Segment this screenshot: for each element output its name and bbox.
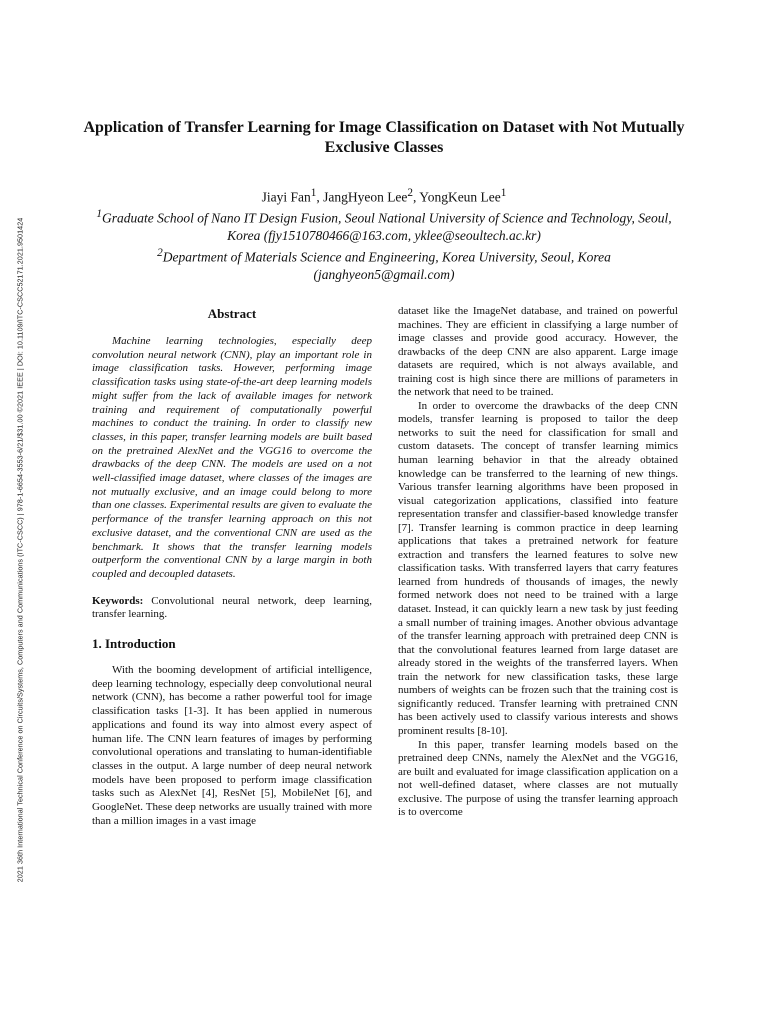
author-name: YongKeun Lee bbox=[419, 189, 501, 205]
keywords-text: Convolutional neural network, deep learning, transfer learning. bbox=[92, 594, 372, 621]
keywords-label: Keywords: bbox=[92, 594, 144, 607]
affiliation-text: Department of Materials Science and Engineering, Korea University, Seoul, Korea (janghyeon5@gmail.com) bbox=[162, 249, 611, 282]
author-sep: , bbox=[316, 189, 324, 205]
author-name: Jiayi Fan bbox=[261, 189, 311, 205]
section-heading-introduction: 1. Introduction bbox=[92, 636, 176, 652]
right-column bbox=[398, 305, 678, 820]
affiliation-sup: 1 bbox=[96, 208, 103, 220]
author-sep: , bbox=[413, 189, 420, 205]
intro-paragraph-1-continued: dataset like the ImageNet database, and trained on powerful machines. They are efficient in classifying a large number of image classes and provide good accuracy. However, the drawbacks of the deep CNN are also apparent. Large image datasets are required, which is not always available, and training cost is high since there are millions of parameters in the network that need to be trained. bbox=[398, 305, 678, 399]
doi-sidebar-text: 2021 36th International Technical Conference on Circuits/Systems, Computers and Communications (ITC-CSCC) | 978-1-6654-3553-6/21/$31.00 ©2021 IEEE | DOI: 10.1109/ITC-CSCC52171.2021.9501424 bbox=[15, 217, 25, 883]
author-sup: 1 bbox=[500, 187, 507, 199]
abstract-heading: Abstract bbox=[207, 306, 257, 321]
doi-sidebar bbox=[13, 150, 27, 950]
affiliation-text: Graduate School of Nano IT Design Fusion, Seoul National University of Science and Technology, Seoul, Korea (fjy1510780466@163.com, yklee@seoultech.ac.kr) bbox=[102, 210, 672, 243]
keywords bbox=[92, 595, 372, 622]
abstract-body: Machine learning technologies, especially deep convolution neural network (CNN), play an important role in image classification tasks. However, performing image classification tasks using state-of-the-art deep learning models might suffer from the lack of available images for network training and requirement of computationally powerful machines to conduct the training. In order to classify new classes, in this paper, transfer learning models are built based on the pretrained AlexNet and the VGG16 to overcome the drawbacks of the deep CNN. The models are used on a not well-classified image dataset, where classes of the images are not mutually exclusive, and an image could belong to more than one classes. Experimental results are given to evaluate the performance of the transfer learning approach on this not exclusive dataset, and the conventional CNN are used as the benchmark. It shows that the transfer learning models outperform the conventional CNN by a large margin in both coupled and decoupled datasets. bbox=[92, 335, 372, 580]
author-sup: 2 bbox=[407, 187, 414, 199]
intro-paragraph-2: In order to overcome the drawbacks of the deep CNN models, transfer learning is proposed to tailor the deep networks to suit the need for classification for small and custom datasets. The concept of transfer learning mimics human learning behavior in that the already obtained knowledge can be transferred to the learning of new things. Various transfer learning algorithms have been proposed in visual categorization applications, classified into feature representation transfer and classifier-based knowledge transfer [7]. Transfer learning is common practice in deep learning applications that takes a pretrained network for feature extraction and transfers the learned features to solve new classification tasks. With transferred layers that carry features learned from hundreds of thousands of images, the newly formed network does not need to be trained with a large dataset. Instead, it can quickly learn a new task by just feeding a small number of training images. Another obvious advantage of the transfer learning approach with pretrained deep CNN is that the convolutional features learned from large dataset are already stored in the weights of the transferred layers. When train the network for new classification tasks, these large numbers of weights can be frozen such that the training cost is significantly reduced. Transfer learning with pretrained CNN has been actively used to classify various interests and shows prominent results [8-10]. bbox=[398, 399, 678, 737]
affiliation-2 bbox=[90, 245, 678, 284]
author-sup: 1 bbox=[310, 187, 317, 199]
affiliation-sup: 2 bbox=[157, 246, 163, 259]
intro-paragraph-1: With the booming development of artificial intelligence, deep learning technology, especially deep convolutional neural network (CNN), has become a rather powerful tool for image classification tasks [1-3]. It has been applied in numerous applications and found its way into almost every aspect of human life. The CNN learn features of images by performing convolutional operations and translating to human-identifiable classes in the output. A large number of deep neural network models have been proposed to perform image classification tasks such as AlexNet [4], ResNet [5], MobileNet [6], and GoogleNet. These deep networks are usually trained with more than a million images in a vast image bbox=[92, 664, 372, 827]
author-list bbox=[90, 185, 678, 206]
paper-title: Application of Transfer Learning for Image Classification on Dataset with Not Mutually Exclusive Classes bbox=[83, 119, 685, 156]
author-block bbox=[90, 185, 678, 283]
intro-paragraph-3: In this paper, transfer learning models based on the pretrained deep CNNs, namely the AlexNet and the VGG16, are built and evaluated for image classification application on a not well-defined dataset, where classes are not mutually exclusive. The purpose of using the transfer learning approach is to overcome bbox=[398, 738, 678, 819]
affiliation-1 bbox=[90, 206, 678, 245]
left-column bbox=[92, 305, 372, 829]
author-name: JangHyeon Lee bbox=[323, 189, 408, 205]
